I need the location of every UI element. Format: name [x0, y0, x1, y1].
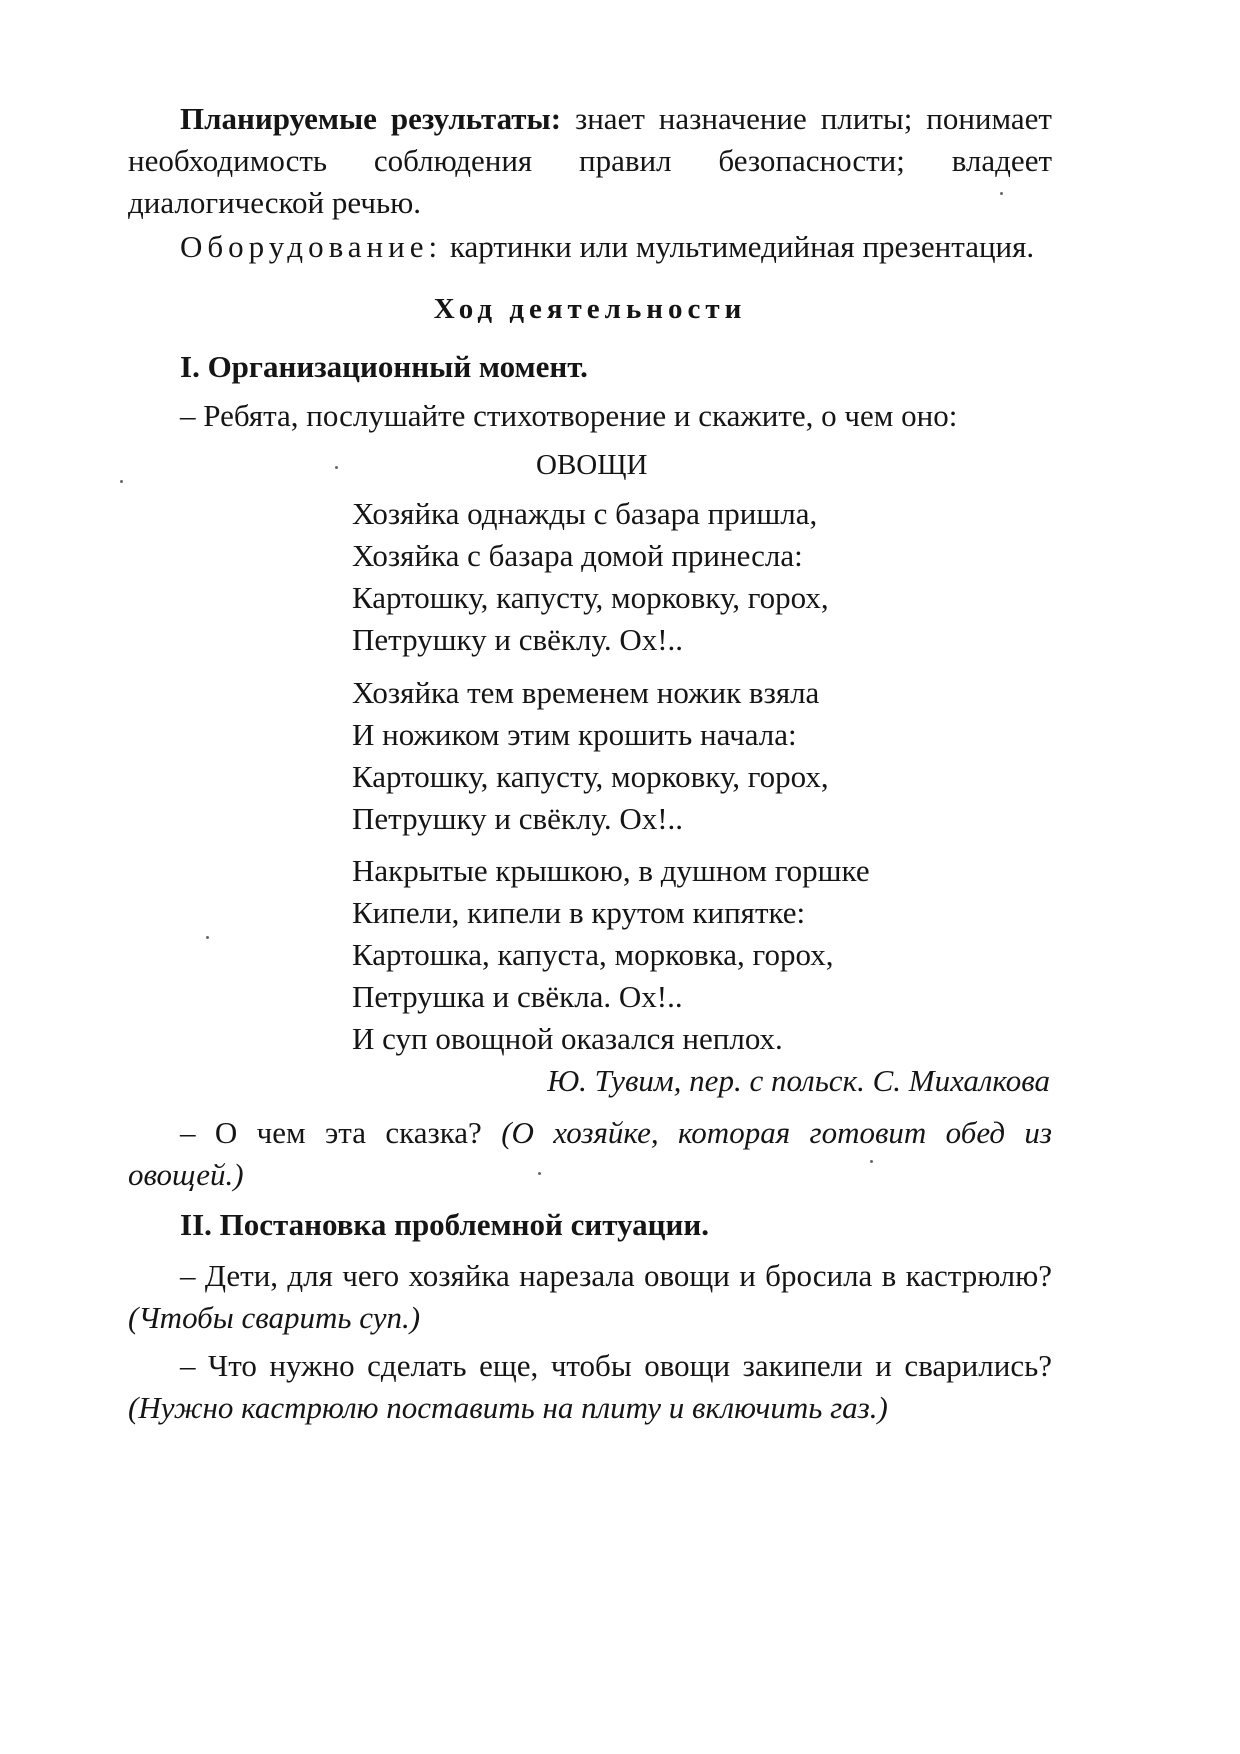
- poem-line: Петрушка и свёкла. Ох!..: [352, 979, 683, 1014]
- scan-speck: [335, 466, 338, 469]
- equipment-text: картинки или мультимедийная презентация.: [442, 229, 1035, 264]
- question-boil-answer: (Нужно кастрюлю поставить на плиту и включить газ.): [128, 1390, 888, 1425]
- scan-speck: [120, 480, 123, 483]
- poem-line: Петрушку и свёклу. Ох!..: [352, 622, 684, 657]
- poem-title: ОВОЩИ: [536, 449, 648, 481]
- section-1-title: I. Организационный момент.: [180, 349, 588, 384]
- scan-speck: [206, 936, 209, 939]
- poem-line: И суп овощной оказался неплох.: [352, 1021, 783, 1056]
- poem-line: Кипели, кипели в крутом кипятке:: [352, 895, 806, 930]
- equipment-paragraph: [128, 226, 1052, 268]
- activity-heading: Ход деятельности: [433, 293, 747, 325]
- poem-line: И ножиком этим крошить начала:: [352, 717, 797, 752]
- question-pot-paragraph: [128, 1255, 1052, 1339]
- question-tale-paragraph: [128, 1112, 1052, 1196]
- poem-line: Хозяйка тем временем ножик взяла: [352, 675, 820, 710]
- section-2-title: II. Постановка проблемной ситуации.: [180, 1207, 710, 1242]
- question-boil-text: – Что нужно сделать еще, чтобы овощи закипели и сварились?: [180, 1348, 1052, 1383]
- question-boil-paragraph: [128, 1345, 1052, 1429]
- poem-line: Хозяйка однажды с базара пришла,: [352, 496, 818, 531]
- section-1-prompt: – Ребята, послушайте стихотворение и скажите, о чем оно:: [180, 398, 958, 433]
- poem-line: Хозяйка с базара домой принесла:: [352, 538, 803, 573]
- scan-speck: [870, 1160, 873, 1163]
- scan-speck: [1000, 192, 1003, 195]
- poem-line: Петрушку и свёклу. Ох!..: [352, 801, 684, 836]
- question-tale-answer: (О хозяйке, которая готовит обед из овощей.): [128, 1115, 1053, 1192]
- question-pot-text: – Дети, для чего хозяйка нарезала овощи и бросила в кастрюлю?: [180, 1258, 1052, 1293]
- scan-speck: [538, 1172, 541, 1175]
- planned-results-paragraph: [128, 98, 1052, 224]
- poem-line: Картошку, капусту, морковку, горох,: [352, 759, 829, 794]
- poem-line: Накрытые крышкою, в душном горшке: [352, 853, 870, 888]
- planned-results-text: знает назначение плиты; понимает необходимость соблюдения правил безопасности; владеет диалогической речью.: [128, 101, 1052, 220]
- equipment-label: Оборудование:: [180, 229, 443, 264]
- poem-attribution: Ю. Тувим, пер. с польск. С. Михалкова: [547, 1063, 1050, 1098]
- question-pot-answer: (Чтобы сварить суп.): [128, 1300, 421, 1335]
- poem-line: Картошку, капусту, морковку, горох,: [352, 580, 829, 615]
- planned-results-label: Планируемые результаты:: [180, 101, 562, 136]
- poem-line: Картошка, капуста, морковка, горох,: [352, 937, 834, 972]
- question-tale-text: – О чем эта сказка?: [180, 1115, 502, 1150]
